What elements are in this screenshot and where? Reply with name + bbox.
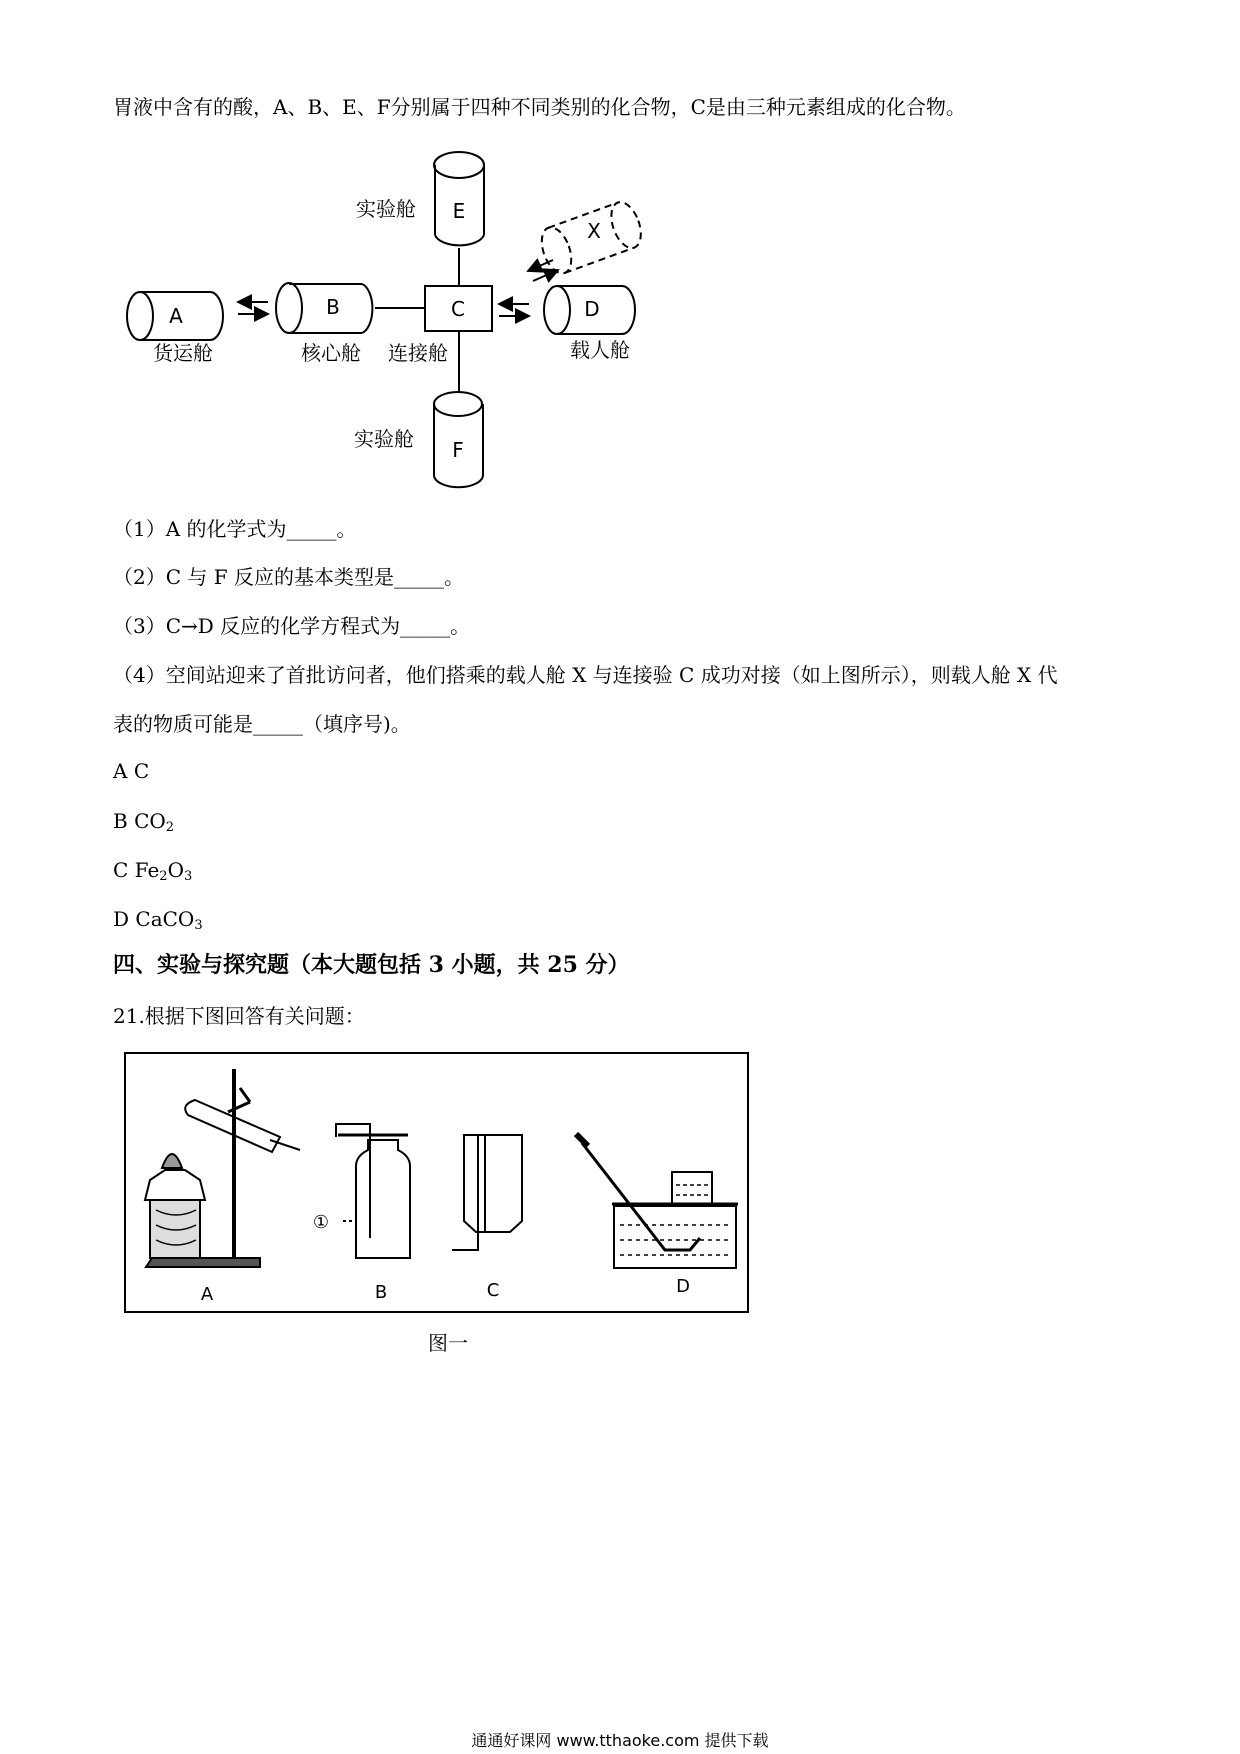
module-e-label: E [452,199,466,223]
apparatus-label-d: D [676,1276,690,1297]
module-d-label: D [584,297,600,321]
footer-text: 通通好课网 www.tthaoke.com 提供下载 [471,1731,769,1750]
apparatus-label-a: A [200,1284,214,1305]
lab-bottom-label: 实验舱 [354,427,414,451]
module-x-label: X [587,219,601,243]
lab-top-label: 实验舱 [356,197,416,221]
apparatus-marker: ① [312,1212,330,1233]
figure-caption: 图一 [428,1331,468,1355]
question-1: （1）A 的化学式为_____。 [113,517,357,541]
figure-frame [125,1053,748,1312]
apparatus-figure [125,1053,748,1312]
section-heading: 四、实验与探究题（本大题包括 3 小题，共 25 分） [113,952,630,978]
option-d: D CaCO$_3$ [113,907,203,933]
apparatus-label-c: C [486,1280,500,1301]
intro-text: 胃液中含有的酸，A、B、E、F分别属于四种不同类别的化合物，C是由三种元素组成的化合物。 [113,95,966,119]
question-4-line1: （4）空间站迎来了首批访问者，他们搭乘的载人舱 X 与连接验 C 成功对接（如上图所示），则载人舱 X 代 [113,663,1058,687]
option-b: B $CO_2$ [113,809,175,835]
module-b-label: B [326,295,340,319]
module-a-label: A [169,304,183,328]
apparatus-c [452,1135,522,1250]
question-2: （2）C 与 F 反应的基本类型是_____。 [113,565,464,589]
crew-label: 载人舱 [570,338,630,362]
question-21: 21.根据下图回答有关问题： [113,1004,365,1028]
question-3: （3）C→D 反应的化学方程式为_____。 [113,614,471,638]
question-4-line2: 表的物质可能是_____（填序号)。 [113,712,411,736]
module-b-cylinder [276,283,372,333]
apparatus-label-b: B [374,1282,388,1303]
apparatus-d [576,1134,738,1268]
arrows-a-b [238,302,268,314]
core-label: 核心舱 [301,341,361,365]
arrows-c-d [499,304,529,316]
option-a: A C [113,759,150,783]
connector-label: 连接舱 [388,341,448,365]
cargo-label: 货运舱 [153,341,213,365]
option-c: C $Fe_2O_3$ [113,858,193,884]
module-f-label: F [452,438,464,462]
apparatus-a [145,1069,300,1267]
module-c-label: C [451,297,465,321]
apparatus-b [336,1124,410,1258]
